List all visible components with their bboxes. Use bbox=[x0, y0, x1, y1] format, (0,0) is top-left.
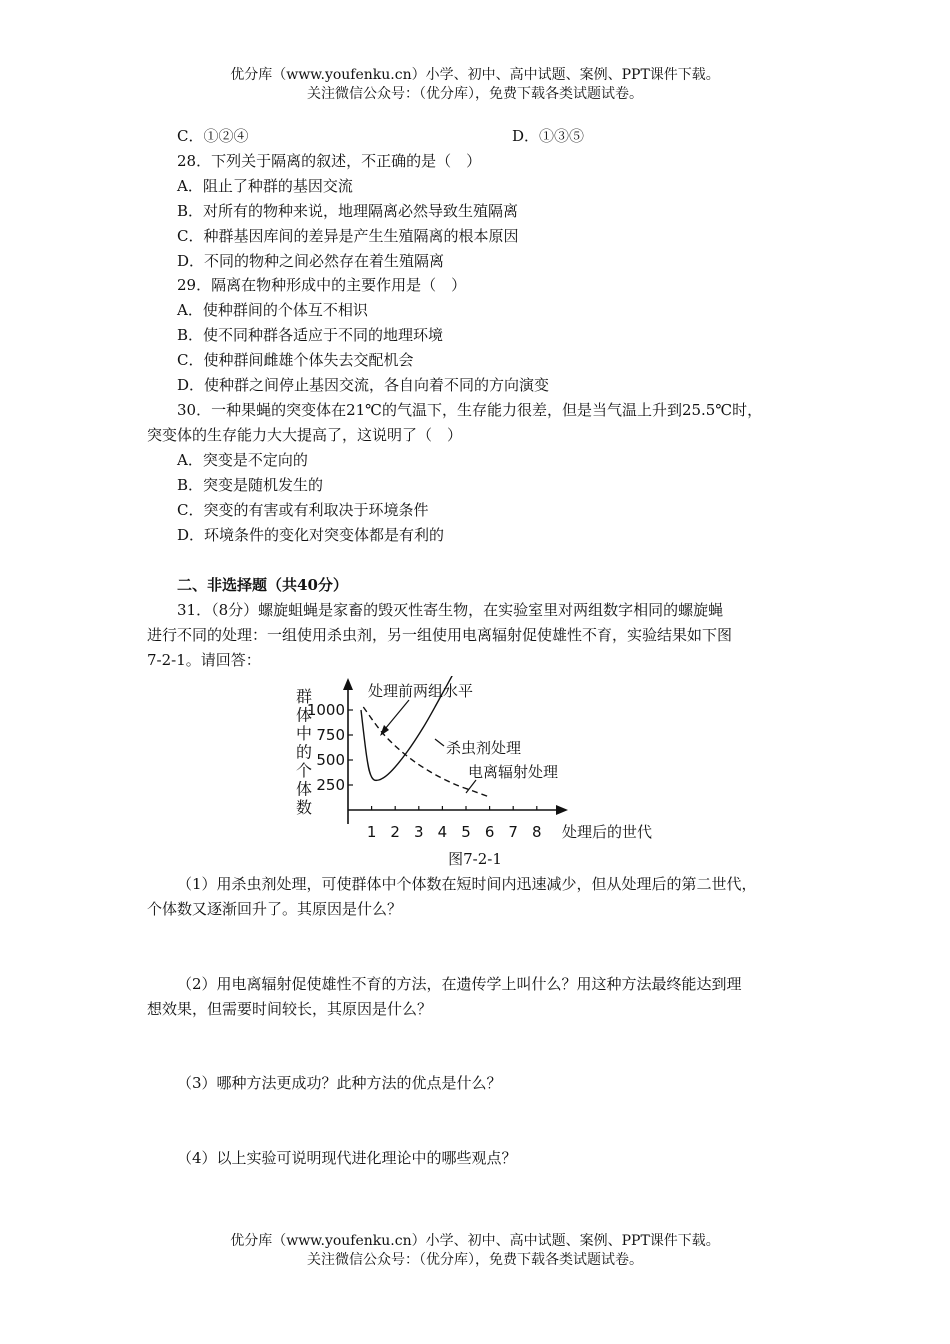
y-label-char: 个 bbox=[296, 761, 313, 780]
annotation-insecticide: 杀虫剂处理 bbox=[446, 739, 522, 757]
q30-stem-line-1: 30．一种果蝇的突变体在21℃的气温下，生存能力很差，但是当气温上升到25.5℃时， bbox=[177, 401, 763, 419]
q31-sub1-line-2: 个体数又逐渐回升了。其原因是什么？ bbox=[147, 900, 403, 918]
annotation-before-treatment: 处理前两组水平 bbox=[368, 682, 474, 700]
q31-stem-line-1: 31．（8分）螺旋蛆蝇是家畜的毁灭性寄生物，在实验室里对两组数字相同的螺旋蝇 bbox=[177, 601, 724, 619]
annotation-before-pointer bbox=[385, 700, 409, 729]
header-line-2: 关注微信公众号：（优分库），免费下载各类试题试卷。 bbox=[307, 86, 643, 102]
q27-option-c: C．①②④ bbox=[177, 127, 249, 145]
q31-stem-line-2: 进行不同的处理：一组使用杀虫剂，另一组使用电离辐射促使雄性不育，实验结果如下图 bbox=[147, 626, 733, 644]
x-tick-label: 5 bbox=[461, 823, 471, 841]
x-tick-label: 4 bbox=[437, 823, 448, 841]
footer-line-1: 优分库（www.youfenku.cn）小学、初中、高中试题、案例、PPT课件下载。 bbox=[230, 1233, 720, 1249]
x-tick-label: 2 bbox=[390, 823, 400, 841]
q29-stem: 29．隔离在物种形成中的主要作用是（ ） bbox=[177, 276, 467, 294]
y-axis-arrow bbox=[343, 678, 353, 690]
annotation-radiation: 电离辐射处理 bbox=[468, 763, 559, 781]
x-ticks bbox=[367, 806, 542, 841]
q29-option-d: D．使种群之间停止基因交流，各自向着不同的方向演变 bbox=[177, 376, 550, 394]
y-tick-label: 1000 bbox=[306, 701, 345, 719]
q31-sub1-line-1: （1）用杀虫剂处理，可使群体中个体数在短时间内迅速减少，但从处理后的第二世代， bbox=[177, 875, 757, 893]
q31-sub4: （4）以上实验可说明现代进化理论中的哪些观点？ bbox=[177, 1149, 517, 1167]
q29-option-c: C．使种群间雌雄个体失去交配机会 bbox=[177, 351, 414, 369]
header-line-1: 优分库（www.youfenku.cn）小学、初中、高中试题、案例、PPT课件下载。 bbox=[230, 67, 720, 83]
y-tick-label: 500 bbox=[316, 751, 345, 769]
x-tick-label: 8 bbox=[532, 823, 542, 841]
q28-option-d: D．不同的物种之间必然存在着生殖隔离 bbox=[177, 252, 445, 270]
section-2-title: 二、非选择题（共40分） bbox=[177, 576, 348, 594]
q31-stem-line-3: 7-2-1。请回答： bbox=[147, 651, 261, 669]
q28-option-c: C．种群基因库间的差异是产生生殖隔离的根本原因 bbox=[177, 227, 519, 245]
y-tick-label: 250 bbox=[316, 776, 345, 794]
y-label-char: 中 bbox=[296, 724, 313, 743]
q30-option-d: D．环境条件的变化对突变体都是有利的 bbox=[177, 526, 445, 544]
x-axis-label: 处理后的世代 bbox=[562, 823, 653, 841]
q31-sub2-line-2: 想效果，但需要时间较长，其原因是什么？ bbox=[147, 1000, 433, 1018]
y-label-char: 体 bbox=[296, 779, 313, 799]
page-header bbox=[0, 66, 950, 104]
q29-option-b: B．使不同种群各适应于不同的地理环境 bbox=[177, 326, 444, 344]
x-tick-label: 6 bbox=[484, 823, 495, 841]
q30-option-c: C．突变的有害或有利取决于环境条件 bbox=[177, 501, 429, 519]
footer-line-2: 关注微信公众号：（优分库），免费下载各类试题试卷。 bbox=[307, 1252, 643, 1268]
q31-sub3: （3）哪种方法更成功？此种方法的优点是什么？ bbox=[177, 1074, 502, 1092]
q30-stem-line-2: 突变体的生存能力大大提高了，这说明了（ ） bbox=[147, 426, 463, 444]
y-ticks bbox=[307, 701, 353, 794]
q30-option-a: A．突变是不定向的 bbox=[177, 451, 308, 469]
q29-option-a: A．使种群间的个体互不相识 bbox=[177, 301, 368, 319]
q27-option-d: D．①③⑤ bbox=[512, 127, 585, 145]
page-footer bbox=[0, 1232, 950, 1270]
x-tick-label: 3 bbox=[414, 823, 424, 841]
y-label-char: 数 bbox=[296, 798, 313, 817]
q28-stem: 28．下列关于隔离的叙述，不正确的是（ ） bbox=[177, 152, 482, 170]
q31-sub2-line-1: （2）用电离辐射促使雄性不育的方法，在遗传学上叫什么？用这种方法最终能达到理 bbox=[177, 975, 742, 993]
x-axis-arrow bbox=[556, 805, 568, 815]
y-label-char: 群 bbox=[296, 687, 313, 706]
q28-option-a: A．阻止了种群的基因交流 bbox=[177, 177, 353, 195]
x-tick-label: 1 bbox=[366, 823, 377, 841]
y-label-char: 体 bbox=[296, 705, 313, 725]
q28-option-b: B．对所有的物种来说，地理隔离必然导致生殖隔离 bbox=[177, 202, 519, 220]
y-tick-label: 750 bbox=[316, 726, 345, 744]
figure-caption: 图7-2-1 bbox=[448, 850, 502, 868]
population-chart bbox=[290, 676, 670, 844]
y-label-char: 的 bbox=[296, 742, 313, 762]
annotation-insecticide-pointer bbox=[435, 739, 444, 746]
q30-option-b: B．突变是随机发生的 bbox=[177, 476, 324, 494]
x-tick-label: 7 bbox=[508, 823, 518, 841]
